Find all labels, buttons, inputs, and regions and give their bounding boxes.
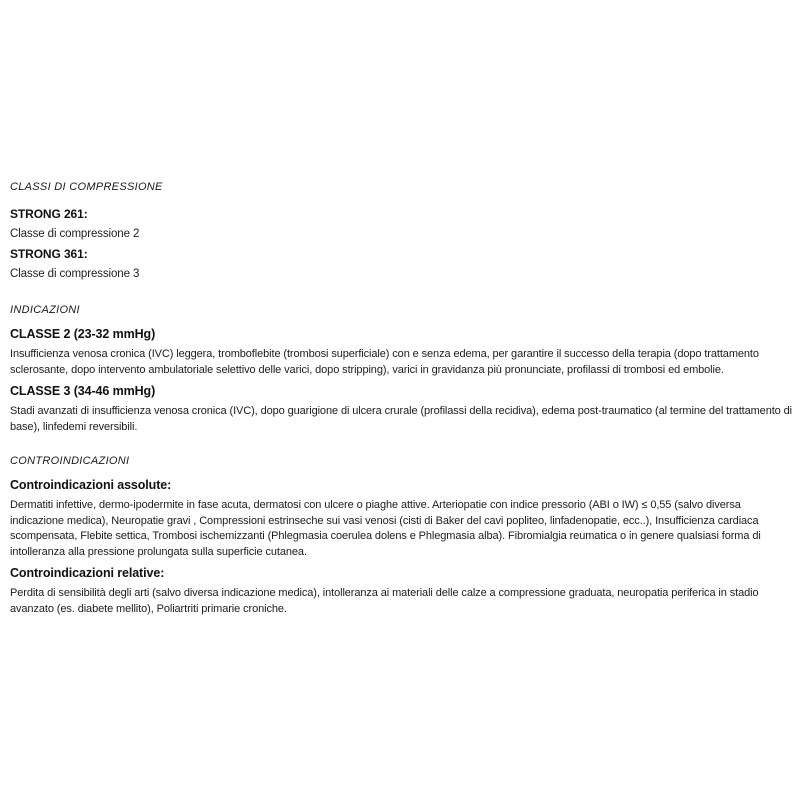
section-controindicazioni	[10, 455, 792, 617]
section-classi-di-compressione	[10, 181, 792, 284]
strong-261-value: Classe di compressione 2	[10, 228, 140, 240]
controindicazioni-relative-description: Perdita di sensibilità degli arti (salvo diversa indicazione medica), intolleranza ai materiali delle calze a compressione graduata, neuropatia periferica in stadio avanzato (es. diabete mellito), Poliartriti primarie croniche.	[10, 587, 759, 615]
controindicazioni-assolute-heading: Controindicazioni assolute:	[10, 478, 172, 492]
classe-3-description: Stadi avanzati di insufficienza venosa cronica (IVC), dopo guarigione di ulcera crurale (profilassi della recidiva), edema post-traumatico (al termine del trattamento di base), linfedemi reversibili.	[10, 405, 793, 433]
controindicazioni-relative-heading: Controindicazioni relative:	[10, 566, 165, 580]
strong-361-value: Classe di compressione 3	[10, 268, 140, 280]
section-indicazioni	[10, 304, 792, 435]
controindicazioni-assolute-description: Dermatiti infettive, dermo-ipodermite in fase acuta, dermatosi con ulcere o piaghe attive. Arteriopatie con indice pressorio (ABI o IW) ≤ 0,55 (salvo diversa indicazione medica), Neuropatie gravi , Compressioni estrinseche sui vasi venosi (cisti di Baker del cavi popliteo, linfadenopatie, ecc..), Insufficienza cardiaca scompensata, Flebite settica, Trombosi ischemizzanti (Phlegmasia coerulea dolens e Phlegmasia alba). Fibromialgia reumatica o in genere qualsiasi forma di intolleranza alla pressione prolungata sulla superficie cutanea.	[10, 499, 761, 558]
section-header-controindicazioni: CONTROINDICAZIONI	[10, 455, 130, 467]
classe-2-heading: CLASSE 2 (23-32 mmHg)	[10, 327, 156, 341]
classe-2-description: Insufficienza venosa cronica (IVC) leggera, tromboflebite (trombosi superficiale) con e senza edema, per garantire il successo della terapia (dopo trattamento sclerosante, dopo intervento ambulatoriale selettivo delle varici, dopo stripping), varici in gravidanza più pronunciate, profilassi di trombosi ed embolie.	[10, 348, 759, 376]
strong-361-label: STRONG 361:	[10, 247, 88, 261]
classe-3-heading: CLASSE 3 (34-46 mmHg)	[10, 384, 156, 398]
strong-261-label: STRONG 261:	[10, 207, 88, 221]
section-header-classi-di-compressione: CLASSI DI COMPRESSIONE	[10, 181, 163, 193]
product-info-document	[10, 181, 792, 637]
section-header-indicazioni: INDICAZIONI	[10, 304, 80, 316]
